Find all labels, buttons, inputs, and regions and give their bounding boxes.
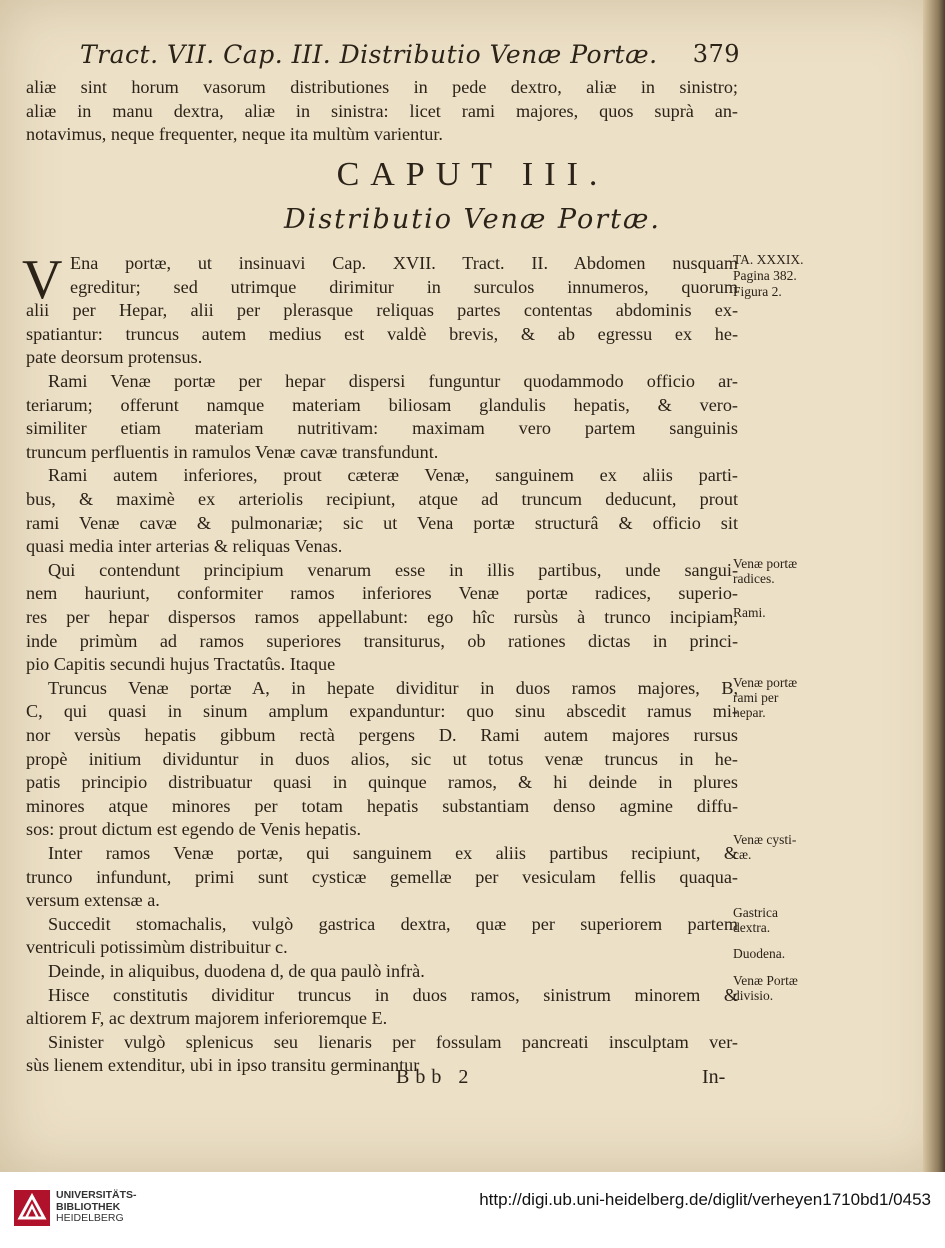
text-line: nem hauriunt, conformiter ramos inferiores Venæ portæ radices, superio- bbox=[26, 583, 738, 604]
margin-note: Gastrica bbox=[733, 905, 778, 920]
margin-note: hepar. bbox=[733, 705, 766, 720]
text-line: bus, & maximè ex arteriolis recipiunt, atque ad truncum deducunt, prout bbox=[26, 488, 738, 509]
text-line: Rami autem inferiores, prout cæteræ Venæ, sanguinem ex aliis parti- bbox=[48, 465, 738, 486]
margin-note: Pagina 382. bbox=[733, 268, 797, 283]
library-line-3: HEIDELBERG bbox=[56, 1212, 124, 1224]
paragraph bbox=[26, 913, 738, 960]
library-name bbox=[56, 1190, 137, 1225]
text-line: sùs lienem extenditur, ubi in ipso transitu germinantur bbox=[26, 1055, 420, 1076]
chapter-heading: CAPUT III. bbox=[336, 156, 609, 193]
text-line: patis principio distribuatur quasi in quinque ramos, & hi deinde in plures bbox=[26, 772, 738, 793]
margin-note: Venæ Portæ bbox=[733, 973, 798, 988]
margin-note: Figura 2. bbox=[733, 284, 782, 299]
catchword: In- bbox=[702, 1066, 726, 1088]
text-line: quasi media inter arterias & reliquas Venas. bbox=[26, 536, 343, 557]
text-line: pate deorsum protensus. bbox=[26, 347, 203, 368]
page-number: 379 bbox=[692, 40, 740, 68]
intro-paragraph bbox=[26, 76, 738, 147]
text-line: Deinde, in aliquibus, duodena d, de qua paulò infrà. bbox=[48, 961, 425, 981]
paragraph bbox=[26, 677, 738, 842]
text-line: aliæ sint horum vasorum distributiones in pede dextro, aliæ in sinistro; bbox=[26, 77, 738, 97]
text-line: ventriculi potissimùm distribuitur c. bbox=[26, 937, 288, 958]
text-line: pio Capitis secundi hujus Tractatûs. Itaque bbox=[26, 654, 336, 675]
text-line: Succedit stomachalis, vulgò gastrica dextra, quæ per superiorem partem bbox=[48, 913, 738, 934]
text-line: minores atque minores per totam hepatis substantiam denso agmine diffu- bbox=[26, 795, 738, 816]
margin-note: cæ. bbox=[733, 847, 752, 862]
margin-note: Duodena. bbox=[733, 946, 786, 961]
text-line: Inter ramos Venæ portæ, qui sanguinem ex aliis partibus recipiunt, & bbox=[48, 843, 738, 863]
margin-note: TA. XXXIX. bbox=[733, 252, 804, 267]
text-line: similiter etiam materiam nutritivam: maximam vero partem sanguinis bbox=[26, 418, 738, 439]
text-line: res per hepar dispersos ramos appellabunt: ego hîc rursùs à trunco incipiam, bbox=[26, 606, 738, 627]
source-url-link[interactable]: http://digi.ub.uni-heidelberg.de/diglit/verheyen1710bd1/0453 bbox=[479, 1190, 931, 1209]
paragraph bbox=[26, 559, 738, 677]
text-line: Rami Venæ portæ per hepar dispersi funguntur quodammodo officio ar- bbox=[48, 371, 738, 391]
drop-cap: V bbox=[22, 249, 63, 311]
text-line: trunco infundunt, primi sunt cysticæ gemellæ per vesiculam fellis quaqua- bbox=[26, 866, 738, 887]
text-line: C, qui quasi in sinum amplum expanduntur: quo sinu abscedit ramus mi- bbox=[26, 701, 738, 722]
margin-note: Rami. bbox=[733, 605, 766, 620]
text-line: notavimus, neque frequenter, neque ita multùm varientur. bbox=[26, 124, 443, 145]
text-line: Truncus Venæ portæ A, in hepate dividitur in duos ramos majores, B, bbox=[48, 677, 738, 698]
text-line: propè initium dividuntur in duos alios, sic ut totus venæ truncus in he- bbox=[26, 748, 738, 769]
text-line: egreditur; sed utrimque dirimitur in surculos innumeros, quorum bbox=[70, 276, 738, 297]
chapter-subtitle: Distributio Venæ Portæ. bbox=[284, 204, 661, 235]
running-header bbox=[80, 40, 740, 69]
paragraph bbox=[26, 1031, 738, 1078]
paragraph bbox=[26, 464, 738, 558]
text-line: Sinister vulgò splenicus seu lienaris per fossulam pancreati insculptam ver- bbox=[48, 1031, 738, 1052]
margin-note: Venæ portæ bbox=[733, 675, 798, 690]
text-line: Ena portæ, ut insinuavi Cap. XVII. Tract. II. Abdomen nusquam bbox=[70, 253, 738, 273]
viewer-footer bbox=[0, 1172, 945, 1248]
text-line: spatiantur: truncus autem medius est valdè brevis, & ab egressu ex he- bbox=[26, 323, 738, 344]
text-line: inde primùm ad ramos superiores transiturus, ob rationes dictas in princi- bbox=[26, 630, 738, 651]
margin-note: dextra. bbox=[733, 920, 771, 935]
library-line-2: BIBLIOTHEK bbox=[56, 1200, 121, 1213]
text-line: sos: prout dictum est egendo de Venis hepatis. bbox=[26, 819, 362, 840]
margin-note: Venæ portæ bbox=[733, 556, 798, 571]
margin-note: radices. bbox=[733, 571, 775, 586]
page-edge bbox=[923, 0, 945, 1172]
text-line: alii per Hepar, alii per plerasque reliquas partes contentas abdominis ex- bbox=[26, 300, 738, 321]
library-line-1: UNIVERSITÄTS- bbox=[56, 1189, 137, 1201]
paragraph bbox=[26, 842, 738, 913]
text-line: altiorem F, ac dextrum majorem inferioremque E. bbox=[26, 1008, 388, 1029]
text-line: aliæ in manu dextra, aliæ in sinistra: licet rami majores, quos suprà an- bbox=[26, 100, 738, 121]
running-title: Tract. VII. Cap. III. Distributio Venæ Portæ. bbox=[80, 40, 658, 69]
paragraph bbox=[26, 960, 738, 984]
text-line: truncum perfluentis in ramulos Venæ cavæ transfundunt. bbox=[26, 441, 439, 462]
margin-note: divisio. bbox=[733, 988, 774, 1003]
text-line: rami Venæ cavæ & pulmonariæ; sic ut Vena portæ structurâ & officio sit bbox=[26, 512, 738, 533]
paragraph bbox=[26, 370, 738, 464]
margin-note: Venæ cysti- bbox=[733, 832, 797, 847]
text-line: versum extensæ a. bbox=[26, 890, 160, 911]
library-logo-icon bbox=[12, 1188, 52, 1228]
text-line: Hisce constitutis dividitur truncus in duos ramos, sinistrum minorem & bbox=[48, 984, 738, 1005]
paragraph bbox=[26, 252, 738, 370]
paragraph bbox=[26, 984, 738, 1031]
text-line: Qui contendunt principium venarum esse in illis partibus, unde sangui- bbox=[48, 559, 738, 580]
text-line: nor versùs hepatis gibbum rectà pergens D. Rami autem majores rursus bbox=[26, 724, 738, 745]
margin-note: rami per bbox=[733, 690, 779, 705]
text-line: teriarum; offerunt namque materiam biliosam glandulis hepatis, & vero- bbox=[26, 394, 738, 415]
signature-mark: Bbb 2 bbox=[396, 1066, 475, 1088]
